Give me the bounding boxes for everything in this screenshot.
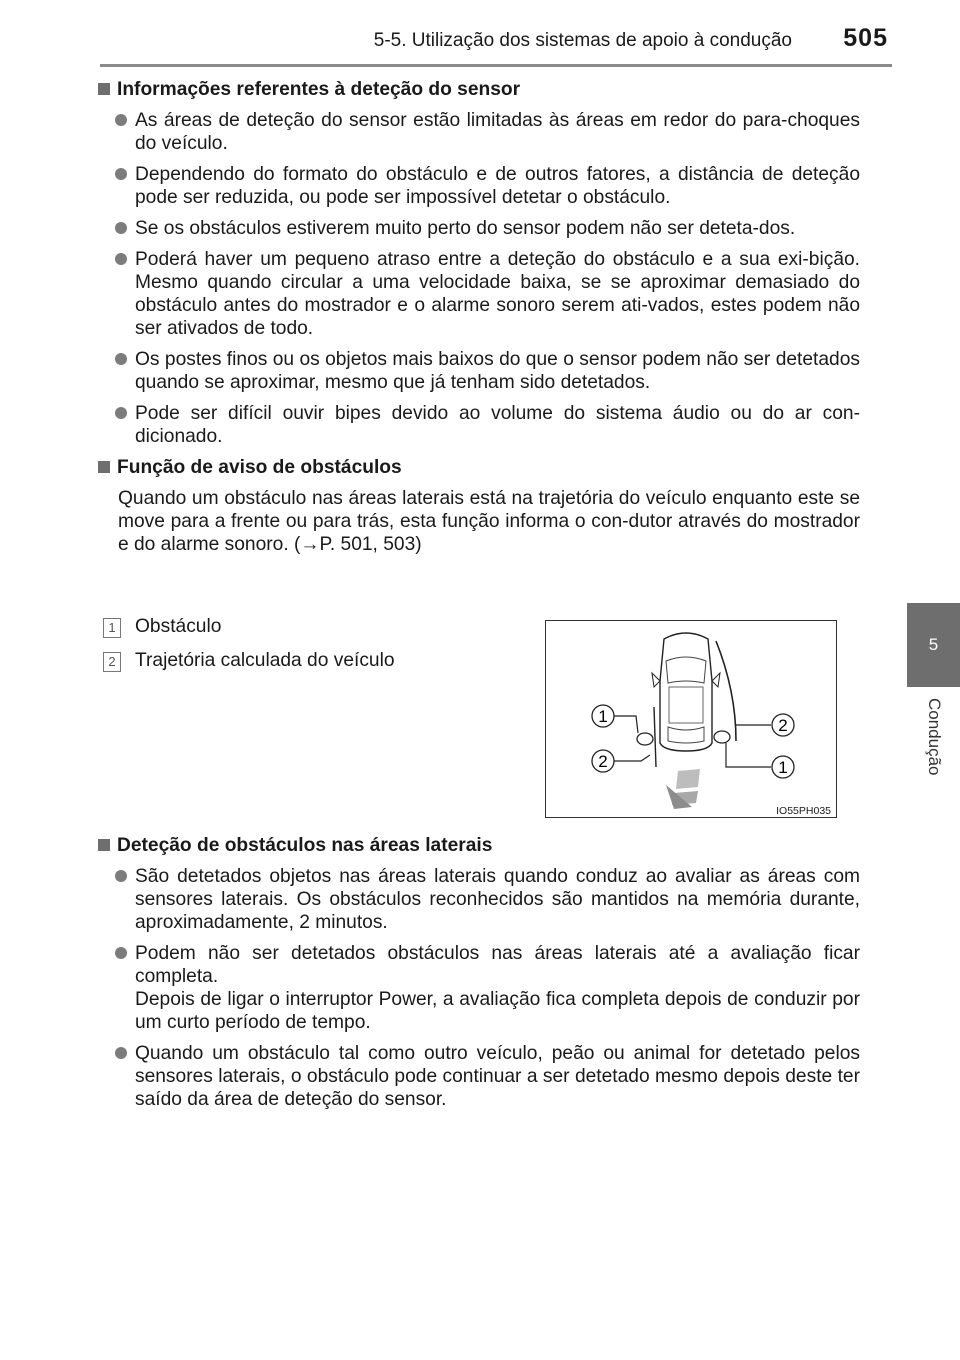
- callout-leader: [613, 716, 638, 733]
- right-mirror-icon: [712, 673, 720, 687]
- bullet-item: [98, 163, 860, 209]
- bullet-text: Quando um obstáculo tal como outro veículo, peão ou animal for detetado pelos sensores laterais, o obstáculo pode continuar a ser detetado mesmo depois deste ter saído da área de deteção do sensor.: [135, 1043, 860, 1110]
- page-number: 505: [843, 24, 888, 52]
- bullet-item: [98, 942, 860, 1034]
- circle-bullet-icon: [115, 222, 127, 234]
- circle-bullet-icon: [115, 114, 127, 126]
- header-section-title: 5-5. Utilização dos sistemas de apoio à condução: [373, 30, 792, 51]
- bullet-text: Dependendo do formato do obstáculo e de outros fatores, a distância de deteção pode ser reduzida, ou pode ser impossível detetar o obstáculo.: [135, 164, 860, 208]
- section-heading-text: Informações referentes à deteção do sensor: [117, 79, 521, 100]
- bullet-text: Os postes finos ou os objetos mais baixos do que o sensor podem não ser detetados quando se aproximar, mesmo que já tenham sido detetados.: [135, 349, 860, 393]
- callout-number: 1: [598, 707, 608, 726]
- left-mirror-icon: [652, 673, 660, 687]
- circle-bullet-icon: [115, 253, 127, 265]
- square-bullet-icon: [98, 839, 110, 851]
- main-content: [98, 78, 860, 556]
- bullet-text: Podem não ser detetados obstáculos nas áreas laterais até a avaliação ficar completa.: [135, 943, 860, 987]
- section-heading: [98, 78, 860, 101]
- legend-text: Trajetória calculada do veículo: [135, 650, 395, 671]
- circle-bullet-icon: [115, 407, 127, 419]
- square-bullet-icon: [98, 83, 110, 95]
- section-paragraph: Quando um obstáculo nas áreas laterais está na trajetória do veículo enquanto este se move para a frente ou para trás, esta função informa o con-dutor através do mostrador e do alarme sonoro. (→P. 501, 503): [118, 488, 860, 555]
- chapter-label-text: Condução: [925, 698, 944, 776]
- circle-bullet-icon: [115, 870, 127, 882]
- bullet-text: Pode ser difícil ouvir bipes devido ao volume do sistema áudio ou do ar con-dicionado.: [135, 403, 860, 447]
- chapter-label: [907, 690, 960, 810]
- circle-bullet-icon: [115, 947, 127, 959]
- bullet-item: [98, 109, 860, 155]
- bullet-item: [98, 348, 860, 394]
- chapter-tab-number: 5: [928, 635, 939, 654]
- circle-bullet-icon: [115, 1047, 127, 1059]
- bullet-item: [98, 248, 860, 340]
- bullet-item: [98, 217, 860, 240]
- circle-bullet-icon: [115, 353, 127, 365]
- chapter-tab[interactable]: [907, 603, 960, 687]
- callout-number: 2: [778, 716, 788, 735]
- callout-number: 2: [598, 752, 608, 771]
- main-content-lower: [98, 834, 860, 1119]
- bullet-item: [98, 1042, 860, 1111]
- trajectory-line: [654, 707, 656, 767]
- callout-number: 1: [778, 758, 788, 777]
- trajectory-line: [716, 641, 736, 741]
- callout-leader: [726, 743, 771, 767]
- bullet-item: [98, 402, 860, 448]
- bullet-text: Se os obstáculos estiverem muito perto do sensor podem não ser deteta-dos.: [135, 218, 796, 239]
- section-heading-text: Deteção de obstáculos nas áreas laterais: [117, 835, 493, 856]
- bullet-item: [98, 865, 860, 934]
- bullet-text: As áreas de deteção do sensor estão limitadas às áreas em redor do para-choques do veículo.: [135, 110, 860, 154]
- figure-code: IO55PH035: [776, 805, 831, 817]
- legend-number: 1: [103, 618, 121, 638]
- reverse-arrow-block: [676, 769, 700, 789]
- bullet-text: Poderá haver um pequeno atraso entre a deteção do obstáculo e a sua exi-bição. Mesmo quando circular a uma velocidade baixa, se se aproximar demasiado do obstáculo antes do mostrador e o alarme sonoro serem ati-vados, estes podem não ser ativados de todo.: [135, 249, 860, 339]
- page-header: [100, 24, 890, 60]
- section-heading-text: Função de aviso de obstáculos: [117, 457, 402, 478]
- header-divider: [100, 64, 892, 67]
- callout-leader: [613, 755, 650, 761]
- section-heading: [98, 834, 860, 857]
- obstacle-icon: [637, 733, 653, 745]
- legend-number: 2: [103, 652, 121, 672]
- obstacle-icon: [714, 731, 730, 743]
- circle-bullet-icon: [115, 168, 127, 180]
- car-diagram: [546, 621, 836, 817]
- bullet-text: Depois de ligar o interruptor Power, a avaliação fica completa depois de conduzir por um curto período de tempo.: [135, 989, 860, 1033]
- square-bullet-icon: [98, 461, 110, 473]
- section-heading: [98, 456, 860, 479]
- obstacle-warning-figure: [545, 620, 837, 818]
- legend-text: Obstáculo: [135, 616, 222, 637]
- bullet-text: São detetados objetos nas áreas laterais quando conduz ao avaliar as áreas com sensores laterais. Os obstáculos reconhecidos são mantidos na memória durante, aproximadamente, 2 minutos.: [135, 866, 860, 933]
